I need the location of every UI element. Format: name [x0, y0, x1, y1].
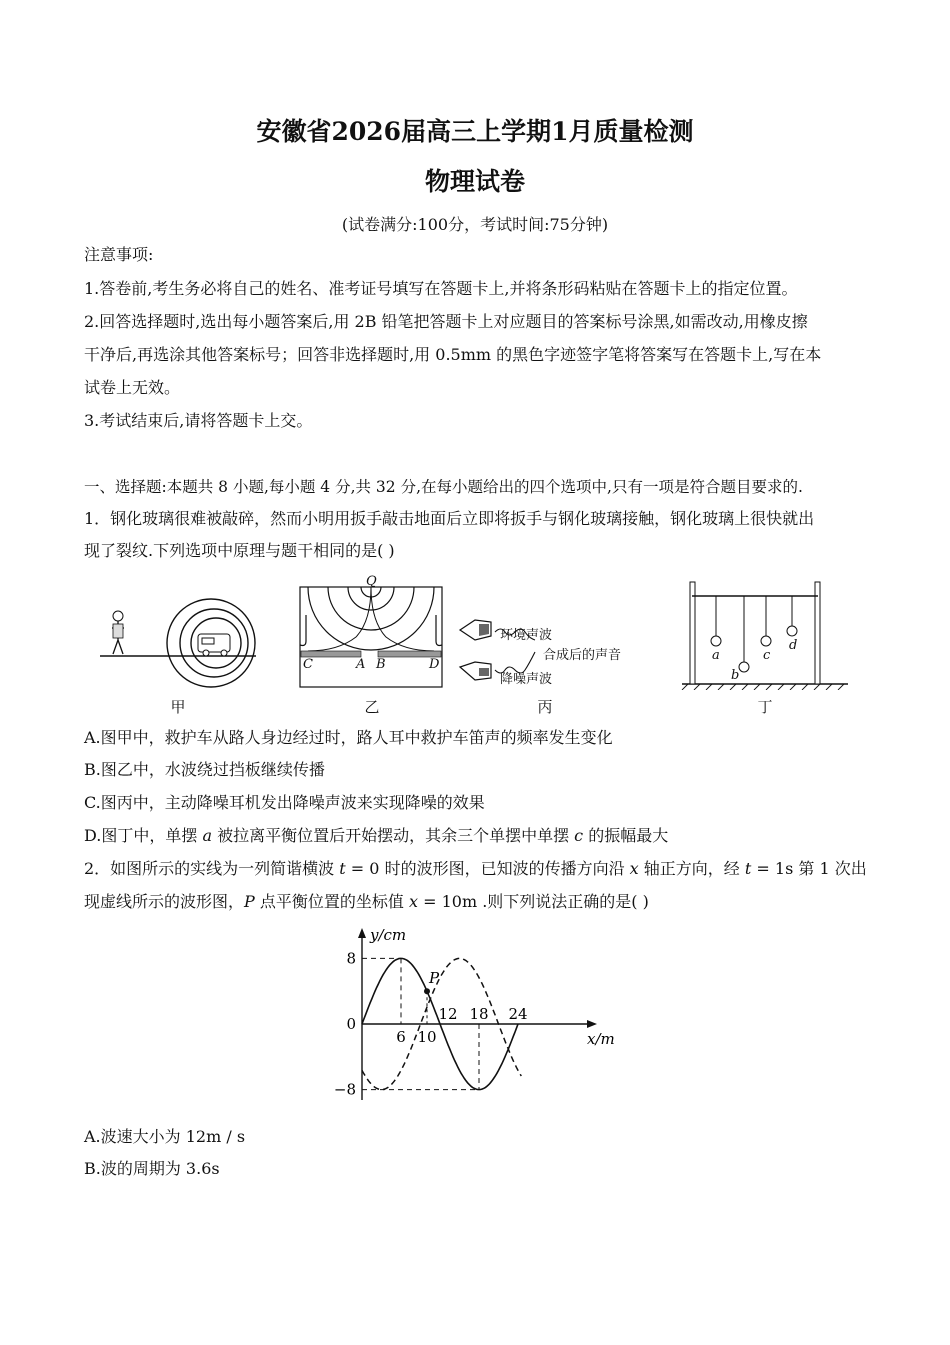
caption-bing: 丙 — [537, 698, 553, 716]
pendulum-label-b: b — [731, 668, 740, 683]
figure-jia-doppler — [98, 598, 258, 693]
y-tick-label: 8 — [346, 949, 356, 968]
point-p-label: P — [429, 969, 440, 988]
caption-yi: 乙 — [364, 698, 380, 716]
notice-heading: 注意事项: — [84, 245, 154, 264]
y-axis-label: y/cm — [370, 926, 407, 944]
pendulum-label-a: a — [712, 648, 720, 663]
q2-stem-line-2: 现虚线所示的波形图，P 点平衡位置的坐标值 x = 10m .则下列说法正确的是( ) — [84, 892, 649, 911]
q2-option-a: A.波速大小为 12m / s — [84, 1127, 246, 1146]
label-d: D — [429, 657, 440, 672]
caption-jia: 甲 — [170, 698, 186, 716]
notice-line-2c: 试卷上无效。 — [84, 378, 181, 397]
q1-stem-line-2: 现了裂纹.下列选项中原理与题干相同的是( ) — [84, 541, 395, 560]
q1-stem-line-1: 1．钢化玻璃很难被敲碎，然而小明用扳手敲击地面后立即将扳手与钢化玻璃接触，钢化玻璃上很快就出 — [84, 509, 815, 528]
exam-title: 安徽省2026届高三上学期1月质量检测 — [256, 117, 694, 146]
q1-option-a: A.图甲中，救护车从路人身边经过时，路人耳中救护车笛声的频率发生变化 — [84, 728, 613, 747]
caption-ding: 丁 — [757, 698, 773, 716]
label-a: A — [356, 657, 366, 672]
q2-option-b: B.波的周期为 3.6s — [84, 1159, 220, 1178]
x-tick-label: 12 — [438, 1005, 458, 1023]
wave-chart — [325, 922, 625, 1107]
label-ambient-wave: 环境声波 — [500, 628, 553, 643]
pendulum-label-c: c — [763, 648, 771, 663]
x-axis-label: x/m — [587, 1030, 615, 1048]
figure-ding-pendulums — [680, 578, 850, 690]
notice-line-2b: 干净后,再选涂其他答案标号；回答非选择题时,用 0.5mm 的黑色字迹签字笔将答案写在答题卡上,写在本 — [84, 345, 822, 364]
figure-yi-diffraction — [298, 575, 446, 693]
notice-line-1: 1.答卷前,考生务必将自己的姓名、准考证号填写在答题卡上,并将条形码粘贴在答题卡上的指定位置。 — [84, 279, 798, 298]
label-q: Q — [366, 574, 377, 589]
subject-title: 物理试卷 — [424, 167, 525, 196]
label-c: C — [303, 657, 313, 672]
exam-info: (试卷满分:100分，考试时间:75分钟) — [341, 215, 609, 234]
y-axis-arrow — [358, 928, 366, 938]
label-combined-sound: 合成后的声音 — [543, 648, 622, 663]
pendulum-label-d: d — [789, 638, 798, 653]
q1-option-b: B.图乙中，水波绕过挡板继续传播 — [84, 760, 325, 779]
notice-line-2a: 2.回答选择题时,选出每小题答案后,用 2B 铅笔把答题卡上对应题目的答案标号涂黑,如需改动,用橡皮擦 — [84, 312, 808, 331]
y-tick-label: −8 — [333, 1080, 356, 1099]
speaker-bottom-icon — [460, 662, 491, 680]
label-b: B — [376, 657, 386, 672]
chart-marks — [334, 926, 615, 1100]
section-1-heading: 一、选择题:本题共 8 小题,每小题 4 分,共 32 分,在每小题给出的四个选项中,只有一项是符合题目要求的. — [84, 478, 803, 496]
q1-option-d: D.图丁中，单摆 a 被拉离平衡位置后开始摆动，其余三个单摆中单摆 c 的振幅最大 — [84, 826, 669, 845]
x-axis-arrow — [587, 1020, 597, 1028]
x-tick-label: 24 — [508, 1005, 528, 1023]
notice-line-3: 3.考试结束后,请将答题卡上交。 — [84, 411, 313, 430]
ambulance-icon — [198, 634, 230, 656]
y-tick-label: 0 — [346, 1015, 356, 1033]
x-tick-label: 10 — [417, 1028, 437, 1046]
label-anti-noise-wave: 降噪声波 — [500, 672, 553, 687]
x-tick-label: 6 — [396, 1028, 406, 1046]
q2-stem-line-1: 2．如图所示的实线为一列简谐横波 t = 0 时的波形图，已知波的传播方向沿 x 轴正方向，经 t = 1s 第 1 次出 — [84, 859, 867, 878]
speaker-top-icon — [460, 620, 491, 640]
pedestrian-icon — [112, 611, 124, 654]
q1-option-c: C.图丙中，主动降噪耳机发出降噪声波来实现降噪的效果 — [84, 793, 485, 812]
x-tick-label: 18 — [469, 1005, 489, 1023]
